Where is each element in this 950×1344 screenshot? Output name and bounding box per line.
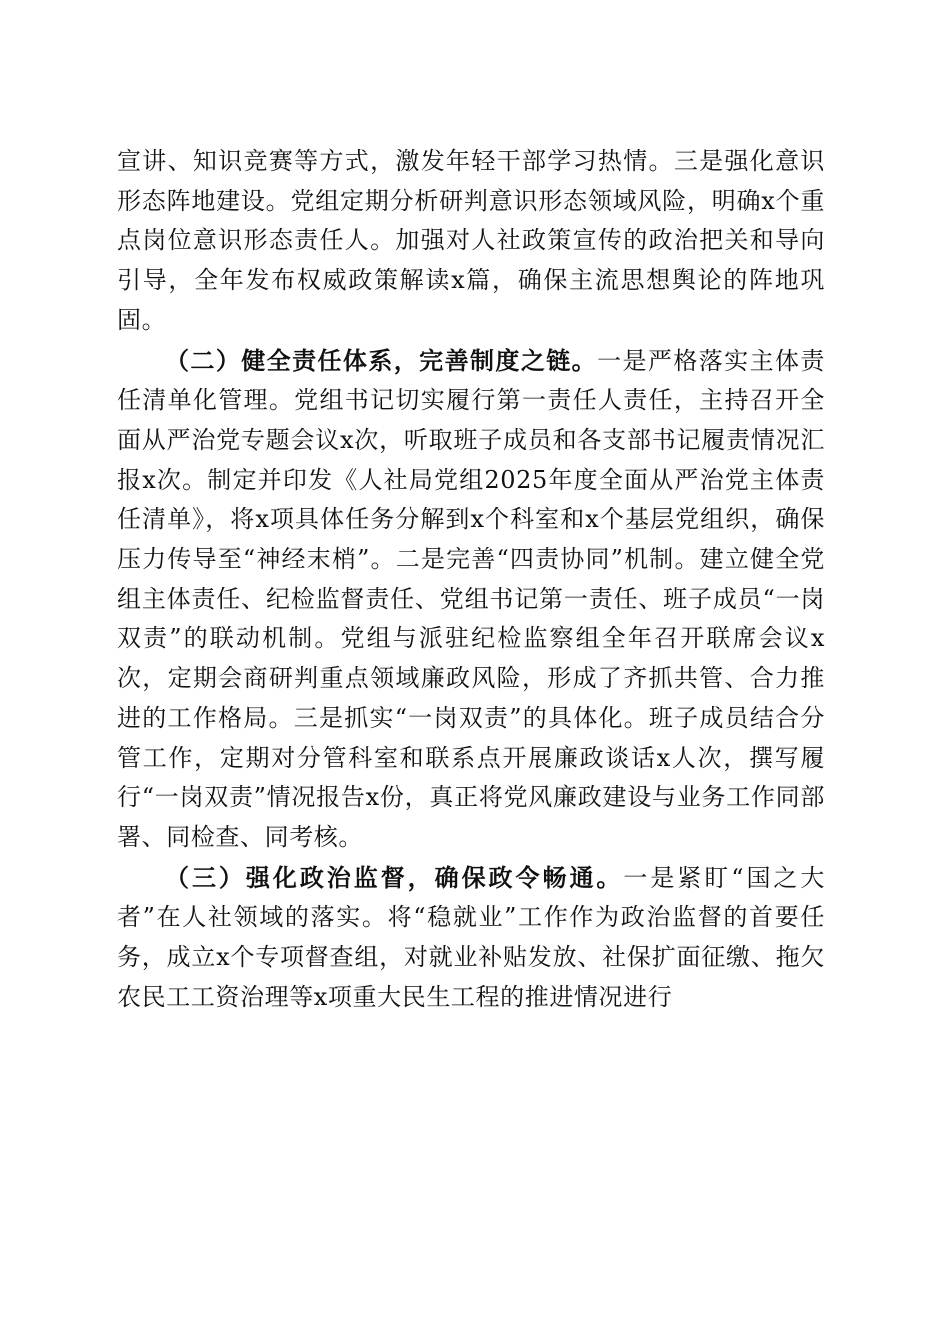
paragraph-text: 一是紧盯“国之大者”在人社领域的落实。将“稳就业”工作作为政治监督的首要任务，成立x个专项督查组，对就业补贴发放、社保扩面征缴、拖欠农民工工资治理等x项重大民生工程的推进情况进行: [117, 863, 825, 1011]
paragraph-text: 宣讲、知识竞赛等方式，激发年轻干部学习热情。三是强化意识形态阵地建设。党组定期分析研判意识形态领域风险，明确x个重点岗位意识形态责任人。加强对人社政策宣传的政治把关和导向引导，全年发布权威政策解读x篇，确保主流思想舆论的阵地巩固。: [117, 147, 825, 334]
paragraph-section-3: [117, 858, 825, 1018]
section-heading: （三）强化政治监督，确保政令畅通。: [165, 862, 624, 892]
document-body: [117, 142, 825, 1017]
section-heading: （二）健全责任体系，完善制度之链。: [165, 345, 598, 375]
paragraph-section-2: [117, 341, 825, 858]
paragraph-continuation: [117, 142, 825, 341]
paragraph-text: 一是严格落实主体责任清单化管理。党组书记切实履行第一责任人责任，主持召开全面从严治党专题会议x次，听取班子成员和各支部书记履责情况汇报x次。制定并印发《人社局党组2025年度全面从严治党主体责任清单》，将x项具体任务分解到x个科室和x个基层党组织，确保压力传导至“神经末梢”。二是完善“四责协同”机制。建立健全党组主体责任、纪检监督责任、党组书记第一责任、班子成员“一岗双责”的联动机制。党组与派驻纪检监察组全年召开联席会议x次，定期会商研判重点领域廉政风险，形成了齐抓共管、合力推进的工作格局。三是抓实“一岗双责”的具体化。班子成员结合分管工作，定期对分管科室和联系点开展廉政谈话x人次，撰写履行“一岗双责”情况报告x份，真正将党风廉政建设与业务工作同部署、同检查、同考核。: [117, 346, 826, 851]
